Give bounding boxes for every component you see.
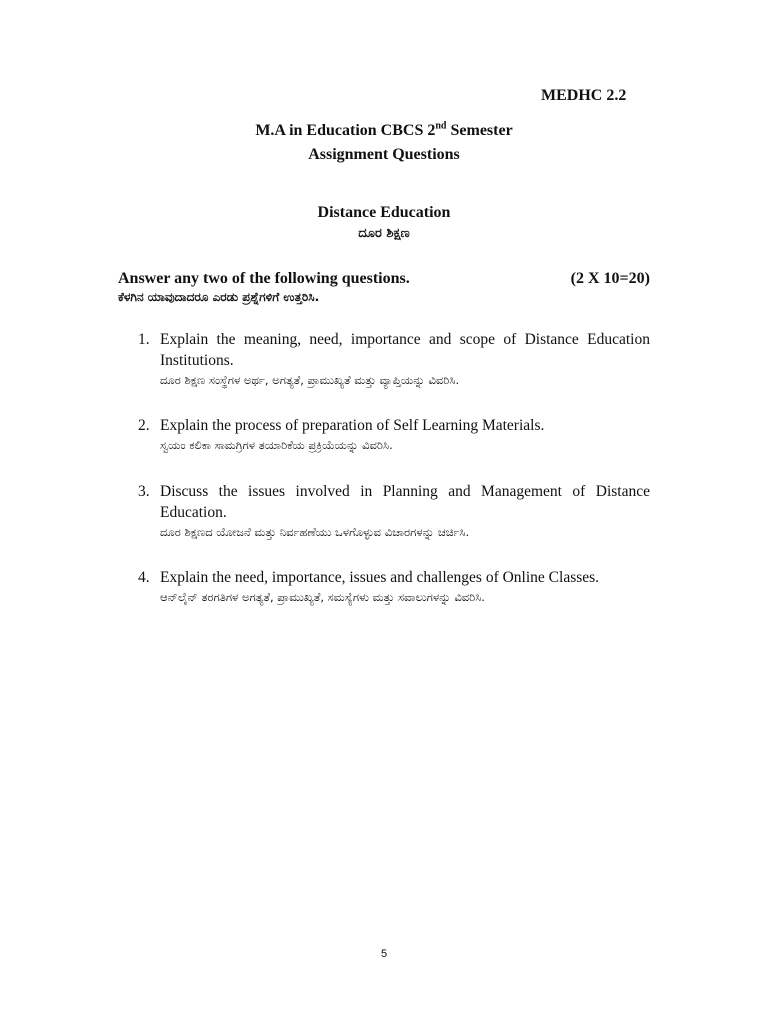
question-item — [138, 415, 650, 454]
question-text-kannada: ದೂರ ಶಿಕ್ಷಣ ಸಂಸ್ಥೆಗಳ ಅರ್ಥ, ಅಗತ್ಯತೆ, ಪ್ರಾಮುಖ್ಯತೆ ಮತ್ತು ವ್ಯಾಪ್ತಿಯನ್ನು ವಿವರಿಸಿ. — [160, 373, 460, 387]
instruction-row — [118, 270, 650, 288]
question-number: 1. — [138, 331, 150, 348]
question-item — [138, 481, 650, 541]
question-text: Explain the need, importance, issues and challenges of Online Classes. — [160, 569, 600, 586]
subject-title-kannada: ದೂರ ಶಿಕ್ಷಣ — [358, 226, 410, 241]
question-number: 2. — [138, 417, 150, 434]
question-text-kannada: ದೂರ ಶಿಕ್ಷಣದ ಯೋಜನೆ ಮತ್ತು ನಿರ್ವಹಣೆಯು ಒಳಗೊಳ್ಳುವ ವಿಚಾರಗಳನ್ನು ಚರ್ಚಿಸಿ. — [160, 525, 470, 539]
marks-label: (2 X 10=20) — [570, 270, 650, 287]
course-title-text: M.A in Education CBCS 2 — [255, 122, 436, 139]
question-item — [138, 329, 650, 389]
subject-title: Distance Education — [317, 204, 451, 221]
question-number: 4. — [138, 569, 150, 586]
question-text: Explain the process of preparation of Self Learning Materials. — [160, 417, 545, 434]
course-code: MEDHC 2.2 — [541, 87, 627, 104]
question-text-kannada: ಸ್ವಯಂ ಕಲಿಕಾ ಸಾಮಗ್ರಿಗಳ ತಯಾರಿಕೆಯ ಪ್ರಕ್ರಿಯೆಯನ್ನು ವಿವರಿಸಿ. — [160, 438, 393, 452]
question-number: 3. — [138, 483, 150, 500]
instruction-text: Answer any two of the following questions. — [118, 270, 410, 287]
question-text: Explain the meaning, need, importance and scope of Distance Education Institutions. — [160, 331, 650, 369]
assignment-title: Assignment Questions — [308, 146, 460, 163]
page-number: 5 — [380, 948, 388, 960]
course-title — [0, 122, 768, 140]
course-title-suffix: Semester — [446, 122, 513, 139]
instruction-text-kannada: ಕೆಳಗಿನ ಯಾವುದಾದರೂ ಎರಡು ಪ್ರಶ್ನೆಗಳಿಗೆ ಉತ್ತರಿಸಿ. — [118, 290, 320, 304]
question-item — [138, 567, 650, 606]
course-title-superscript: nd — [435, 120, 447, 132]
question-text-kannada: ಆನ್‌ಲೈನ್ ತರಗತಿಗಳ ಅಗತ್ಯತೆ, ಪ್ರಾಮುಖ್ಯತೆ, ಸಮಸ್ಯೆಗಳು ಮತ್ತು ಸವಾಲುಗಳನ್ನು ವಿವರಿಸಿ. — [160, 590, 485, 604]
question-text: Discuss the issues involved in Planning and Management of Distance Education. — [160, 483, 650, 521]
